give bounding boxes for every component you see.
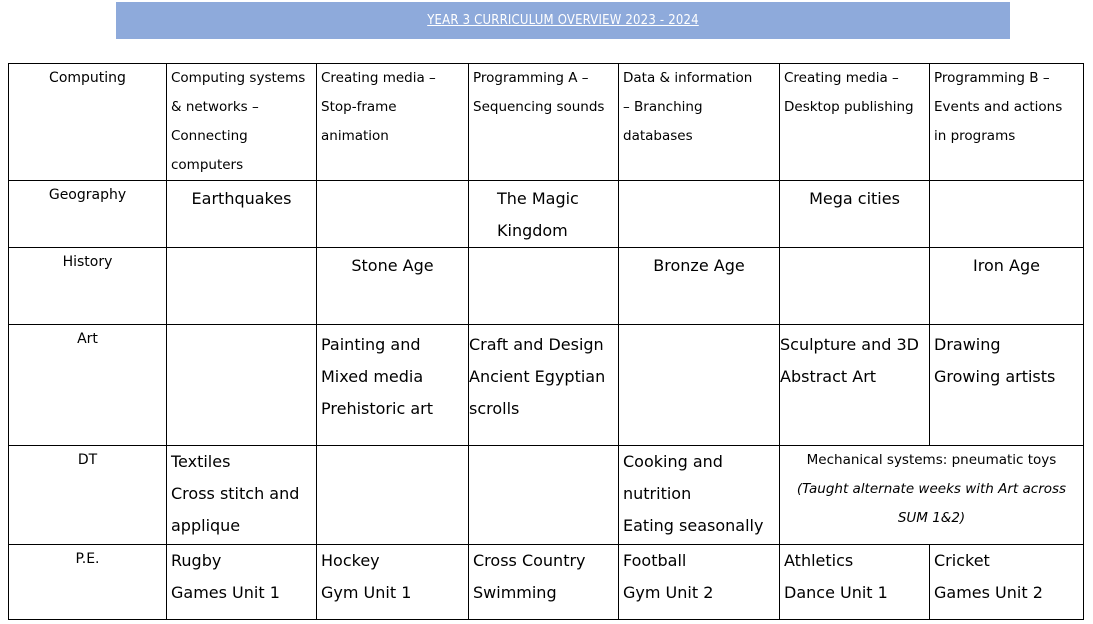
table-row-art xyxy=(9,325,1084,446)
computing-cell-6 xyxy=(930,64,1084,181)
cell-line: The Magic xyxy=(497,189,579,208)
cell-line: Swimming xyxy=(473,583,557,602)
history-cell-6 xyxy=(930,248,1084,325)
cell-line: Hockey xyxy=(321,551,380,570)
cell-line: Computing systems xyxy=(171,70,306,86)
subject-art: Art xyxy=(9,325,167,446)
cell-line: Events and actions xyxy=(934,99,1063,115)
cell-line: Stop-frame xyxy=(321,99,397,115)
cell-line: databases xyxy=(623,128,693,144)
cell-line: Athletics xyxy=(784,551,854,570)
cell-line: Connecting xyxy=(171,128,248,144)
cell-line: Mechanical systems: pneumatic toys xyxy=(806,452,1057,468)
cell-line: Sculpture and 3D xyxy=(780,335,919,354)
cell-line: Sequencing sounds xyxy=(473,99,605,115)
subject-pe: P.E. xyxy=(9,545,167,620)
geography-cell-2 xyxy=(317,181,469,248)
art-cell-3 xyxy=(469,325,619,446)
cell-line: Cross Country xyxy=(473,551,586,570)
dt-cell-4 xyxy=(619,446,780,545)
dt-cell-merged xyxy=(780,446,1084,545)
cell-line: Textiles xyxy=(171,452,231,471)
geography-cell-6 xyxy=(930,181,1084,248)
geography-cell-5 xyxy=(780,181,930,248)
cell-line: Gym Unit 1 xyxy=(321,583,412,602)
cell-line: Mega cities xyxy=(809,189,900,208)
art-cell-5 xyxy=(780,325,930,446)
cell-line: scrolls xyxy=(469,399,520,418)
cell-line: applique xyxy=(171,516,241,535)
cell-line: Desktop publishing xyxy=(784,99,914,115)
cell-line: Mixed media xyxy=(321,367,424,386)
pe-cell-4 xyxy=(619,545,780,620)
cell-line: Cricket xyxy=(934,551,990,570)
pe-cell-1 xyxy=(167,545,317,620)
cell-note-line: (Taught alternate weeks with Art across xyxy=(796,481,1067,497)
pe-cell-6 xyxy=(930,545,1084,620)
history-cell-3 xyxy=(469,248,619,325)
history-cell-1 xyxy=(167,248,317,325)
cell-line: & networks – xyxy=(171,99,259,115)
geography-cell-4 xyxy=(619,181,780,248)
dt-cell-1 xyxy=(167,446,317,545)
computing-cell-2 xyxy=(317,64,469,181)
page-title: YEAR 3 CURRICULUM OVERVIEW 2023 - 2024 xyxy=(427,13,699,28)
cell-line: Earthquakes xyxy=(191,189,292,208)
cell-line: Programming A – xyxy=(473,70,589,86)
subject-computing: Computing xyxy=(9,64,167,181)
dt-cell-3 xyxy=(469,446,619,545)
cell-line: Ancient Egyptian xyxy=(469,367,606,386)
art-cell-4 xyxy=(619,325,780,446)
cell-line: Creating media – xyxy=(784,70,899,86)
cell-line: Data & information xyxy=(623,70,753,86)
cell-line: Games Unit 1 xyxy=(171,583,280,602)
pe-cell-2 xyxy=(317,545,469,620)
cell-line: Eating seasonally xyxy=(623,516,764,535)
cell-line: Cooking and xyxy=(623,452,723,471)
cell-line: Football xyxy=(623,551,687,570)
cell-line: Bronze Age xyxy=(653,256,745,275)
cell-line: Stone Age xyxy=(351,256,434,275)
cell-line: Prehistoric art xyxy=(321,399,433,418)
history-cell-5 xyxy=(780,248,930,325)
cell-line: Games Unit 2 xyxy=(934,583,1043,602)
title-banner xyxy=(116,2,1010,39)
art-cell-2 xyxy=(317,325,469,446)
table-row-dt xyxy=(9,446,1084,545)
computing-cell-4 xyxy=(619,64,780,181)
cell-line: Programming B – xyxy=(934,70,1050,86)
history-cell-2 xyxy=(317,248,469,325)
dt-cell-2 xyxy=(317,446,469,545)
cell-line: Abstract Art xyxy=(780,367,877,386)
cell-line: Cross stitch and xyxy=(171,484,300,503)
art-cell-6 xyxy=(930,325,1084,446)
cell-line: Dance Unit 1 xyxy=(784,583,888,602)
pe-cell-3 xyxy=(469,545,619,620)
cell-line: computers xyxy=(171,157,244,173)
cell-line: Drawing xyxy=(934,335,1001,354)
subject-geography: Geography xyxy=(9,181,167,248)
cell-line: Gym Unit 2 xyxy=(623,583,714,602)
table-row-computing xyxy=(9,64,1084,181)
table-row-history xyxy=(9,248,1084,325)
cell-line: in programs xyxy=(934,128,1016,144)
cell-line: Growing artists xyxy=(934,367,1056,386)
table-row-pe xyxy=(9,545,1084,620)
pe-cell-5 xyxy=(780,545,930,620)
cell-line: – Branching xyxy=(623,99,703,115)
cell-note-line: SUM 1&2) xyxy=(897,510,966,526)
cell-line: Iron Age xyxy=(973,256,1040,275)
art-cell-1 xyxy=(167,325,317,446)
subject-history: History xyxy=(9,248,167,325)
geography-cell-1 xyxy=(167,181,317,248)
history-cell-4 xyxy=(619,248,780,325)
geography-cell-3 xyxy=(469,181,619,248)
computing-cell-1 xyxy=(167,64,317,181)
cell-line: Creating media – xyxy=(321,70,436,86)
cell-line: nutrition xyxy=(623,484,692,503)
table-row-geography xyxy=(9,181,1084,248)
cell-line: Kingdom xyxy=(497,221,568,240)
cell-line: Painting and xyxy=(321,335,421,354)
cell-line: animation xyxy=(321,128,389,144)
subject-dt: DT xyxy=(9,446,167,545)
computing-cell-5 xyxy=(780,64,930,181)
curriculum-table xyxy=(8,63,1084,620)
cell-line: Rugby xyxy=(171,551,222,570)
computing-cell-3 xyxy=(469,64,619,181)
cell-line: Craft and Design xyxy=(469,335,604,354)
